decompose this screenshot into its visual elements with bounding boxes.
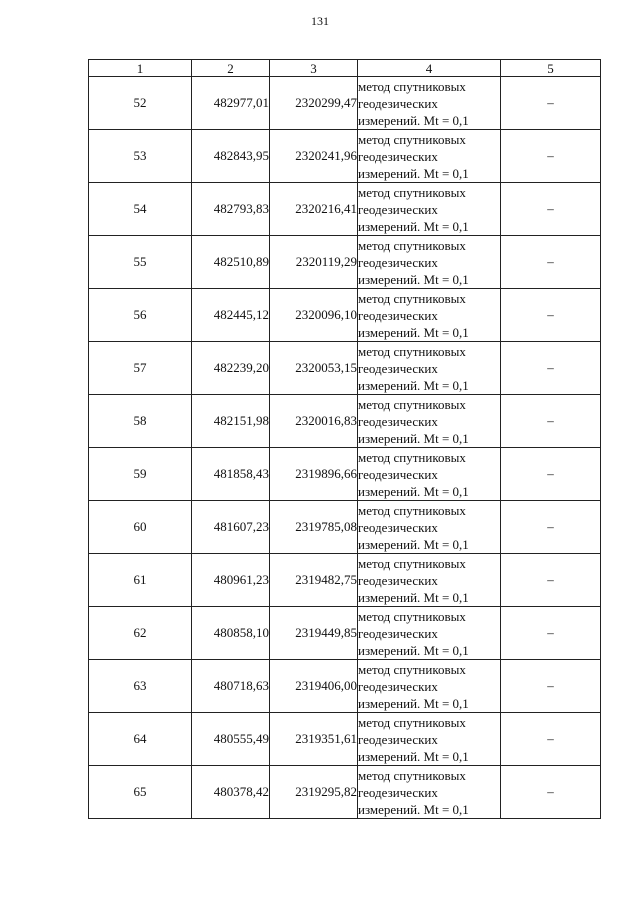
table-row [89, 342, 601, 395]
method-line-1: метод спутниковых [358, 290, 466, 306]
table-row [89, 448, 601, 501]
coordinate-x: 480378,42 [192, 766, 270, 819]
method-line-1: метод спутниковых [358, 184, 466, 200]
coordinate-y: 2320053,15 [270, 342, 358, 395]
point-number: 53 [89, 130, 192, 183]
method-line-3: измерений. Mt = 0,1 [358, 589, 469, 605]
method-line-2: геодезических [358, 731, 438, 747]
method-line-3: измерений. Mt = 0,1 [358, 483, 469, 499]
method-line-3: измерений. Mt = 0,1 [358, 165, 469, 181]
point-number: 57 [89, 342, 192, 395]
method-line-2: геодезических [358, 254, 438, 270]
method-cell [358, 766, 501, 819]
point-number: 55 [89, 236, 192, 289]
note-cell: – [501, 342, 601, 395]
method-line-3: измерений. Mt = 0,1 [358, 695, 469, 711]
note-cell: – [501, 395, 601, 448]
coordinate-y: 2319351,61 [270, 713, 358, 766]
coordinate-x: 482977,01 [192, 77, 270, 130]
method-line-2: геодезических [358, 148, 438, 164]
method-line-1: метод спутниковых [358, 661, 466, 677]
coordinate-y: 2319295,82 [270, 766, 358, 819]
point-number: 54 [89, 183, 192, 236]
table-row [89, 660, 601, 713]
table-row [89, 289, 601, 342]
method-line-1: метод спутниковых [358, 502, 466, 518]
note-cell: – [501, 183, 601, 236]
method-line-1: метод спутниковых [358, 555, 466, 571]
header-row [89, 60, 601, 77]
coordinate-y: 2319896,66 [270, 448, 358, 501]
table-row [89, 607, 601, 660]
method-cell [358, 183, 501, 236]
table-row [89, 713, 601, 766]
method-cell [358, 395, 501, 448]
coordinate-x: 480961,23 [192, 554, 270, 607]
column-header-3: 3 [270, 60, 358, 77]
coordinate-x: 482793,83 [192, 183, 270, 236]
method-line-3: измерений. Mt = 0,1 [358, 536, 469, 552]
coordinate-y: 2319449,85 [270, 607, 358, 660]
coordinate-x: 481607,23 [192, 501, 270, 554]
method-cell [358, 289, 501, 342]
method-line-2: геодезических [358, 572, 438, 588]
column-header-5: 5 [501, 60, 601, 77]
table-row [89, 501, 601, 554]
method-line-1: метод спутниковых [358, 608, 466, 624]
method-line-3: измерений. Mt = 0,1 [358, 324, 469, 340]
note-cell: – [501, 766, 601, 819]
method-line-3: измерений. Mt = 0,1 [358, 112, 469, 128]
method-line-2: геодезических [358, 413, 438, 429]
column-header-2: 2 [192, 60, 270, 77]
point-number: 58 [89, 395, 192, 448]
method-cell [358, 713, 501, 766]
method-line-3: измерений. Mt = 0,1 [358, 271, 469, 287]
method-line-1: метод спутниковых [358, 131, 466, 147]
table-body [89, 77, 601, 819]
method-line-2: геодезических [358, 625, 438, 641]
column-header-4: 4 [358, 60, 501, 77]
coordinate-x: 482239,20 [192, 342, 270, 395]
table-row [89, 77, 601, 130]
coordinate-y: 2319785,08 [270, 501, 358, 554]
point-number: 52 [89, 77, 192, 130]
method-line-1: метод спутниковых [358, 449, 466, 465]
method-cell [358, 448, 501, 501]
coordinate-x: 480555,49 [192, 713, 270, 766]
page-number: 131 [311, 14, 329, 28]
table-row [89, 130, 601, 183]
table-row [89, 395, 601, 448]
coordinate-x: 481858,43 [192, 448, 270, 501]
note-cell: – [501, 660, 601, 713]
coordinate-x: 480858,10 [192, 607, 270, 660]
note-cell: – [501, 236, 601, 289]
coordinate-y: 2320241,96 [270, 130, 358, 183]
method-line-2: геодезических [358, 360, 438, 376]
table-row [89, 183, 601, 236]
note-cell: – [501, 130, 601, 183]
point-number: 62 [89, 607, 192, 660]
table-row [89, 236, 601, 289]
point-number: 56 [89, 289, 192, 342]
method-line-2: геодезических [358, 95, 438, 111]
method-cell [358, 236, 501, 289]
method-cell [358, 130, 501, 183]
point-number: 59 [89, 448, 192, 501]
coordinate-y: 2320016,83 [270, 395, 358, 448]
coordinate-y: 2320299,47 [270, 77, 358, 130]
coordinate-y: 2319406,00 [270, 660, 358, 713]
coordinate-x: 480718,63 [192, 660, 270, 713]
point-number: 64 [89, 713, 192, 766]
method-line-2: геодезических [358, 678, 438, 694]
note-cell: – [501, 607, 601, 660]
method-line-3: измерений. Mt = 0,1 [358, 642, 469, 658]
note-cell: – [501, 501, 601, 554]
method-line-2: геодезических [358, 784, 438, 800]
point-number: 63 [89, 660, 192, 713]
method-line-1: метод спутниковых [358, 767, 466, 783]
method-line-2: геодезических [358, 201, 438, 217]
note-cell: – [501, 713, 601, 766]
note-cell: – [501, 554, 601, 607]
point-number: 61 [89, 554, 192, 607]
coordinate-y: 2320096,10 [270, 289, 358, 342]
method-cell [358, 77, 501, 130]
note-cell: – [501, 448, 601, 501]
method-cell [358, 554, 501, 607]
coordinate-y: 2320216,41 [270, 183, 358, 236]
method-line-3: измерений. Mt = 0,1 [358, 801, 469, 817]
method-cell [358, 660, 501, 713]
method-cell [358, 342, 501, 395]
method-line-3: измерений. Mt = 0,1 [358, 748, 469, 764]
method-line-1: метод спутниковых [358, 237, 466, 253]
method-line-3: измерений. Mt = 0,1 [358, 218, 469, 234]
method-line-1: метод спутниковых [358, 714, 466, 730]
coordinate-y: 2319482,75 [270, 554, 358, 607]
coordinates-table [88, 59, 601, 819]
coordinate-x: 482843,95 [192, 130, 270, 183]
point-number: 65 [89, 766, 192, 819]
method-line-1: метод спутниковых [358, 78, 466, 94]
column-header-1: 1 [89, 60, 192, 77]
note-cell: – [501, 289, 601, 342]
method-line-1: метод спутниковых [358, 396, 466, 412]
method-line-3: измерений. Mt = 0,1 [358, 430, 469, 446]
coordinate-x: 482151,98 [192, 395, 270, 448]
method-line-2: геодезических [358, 519, 438, 535]
coordinate-x: 482510,89 [192, 236, 270, 289]
coordinate-x: 482445,12 [192, 289, 270, 342]
note-cell: – [501, 77, 601, 130]
method-line-3: измерений. Mt = 0,1 [358, 377, 469, 393]
table-row [89, 766, 601, 819]
method-cell [358, 607, 501, 660]
table-row [89, 554, 601, 607]
coordinate-y: 2320119,29 [270, 236, 358, 289]
method-line-1: метод спутниковых [358, 343, 466, 359]
method-line-2: геодезических [358, 307, 438, 323]
point-number: 60 [89, 501, 192, 554]
method-cell [358, 501, 501, 554]
method-line-2: геодезических [358, 466, 438, 482]
